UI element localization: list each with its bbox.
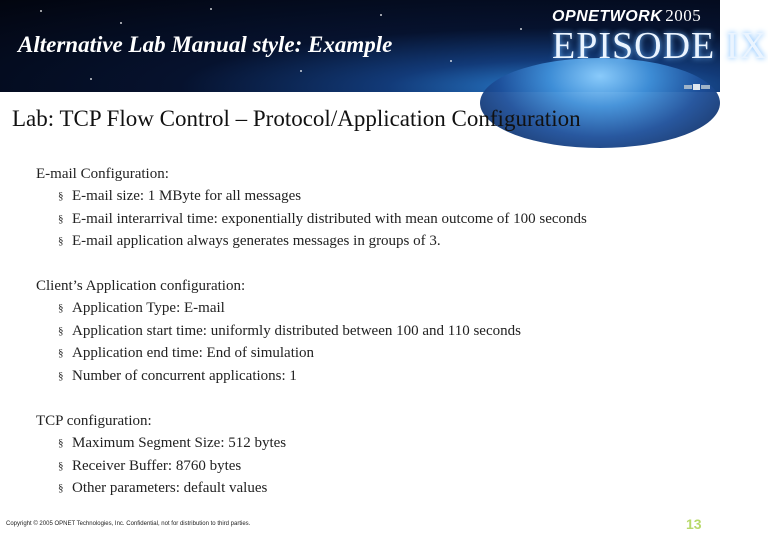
list-item — [58, 297, 706, 320]
bullet-list — [36, 297, 706, 387]
list-item-text: E-mail interarrival time: exponentially distributed with mean outcome of 100 seconds — [72, 210, 587, 227]
list-item-text: Other parameters: default values — [72, 480, 268, 496]
header-banner — [0, 0, 768, 92]
satellite-icon — [684, 82, 710, 92]
list-item — [58, 455, 706, 478]
list-item-text: Receiver Buffer: 8760 bytes — [72, 457, 242, 474]
bullet-list — [36, 185, 706, 253]
planet-graphic — [480, 58, 720, 148]
bullet-icon: § — [58, 482, 64, 494]
bullet-icon: § — [58, 190, 64, 202]
list-item — [58, 477, 706, 500]
bullet-icon: § — [58, 369, 64, 382]
list-item-text: Application end time: End of simulation — [72, 345, 315, 361]
list-item — [58, 208, 706, 231]
list-item-text: Number of concurrent applications: 1 — [72, 367, 297, 384]
list-item — [58, 342, 706, 365]
list-item-text: Application start time: uniformly distributed between 100 and 110 seconds — [72, 322, 521, 339]
bullet-icon: § — [58, 324, 64, 337]
bullet-icon: § — [58, 437, 64, 449]
list-item — [58, 185, 706, 208]
list-item — [58, 230, 706, 253]
bullet-icon: § — [58, 235, 64, 247]
slide-title: Alternative Lab Manual style: Example — [18, 32, 393, 57]
section-heading: Client’s Application configuration: — [36, 278, 246, 294]
brand-name: OPNETWORK — [552, 8, 663, 25]
bullet-icon: § — [58, 347, 64, 359]
email-config-section — [36, 163, 706, 253]
bullet-icon: § — [58, 459, 64, 472]
bullet-list — [36, 432, 706, 500]
list-item-text: Application Type: E-mail — [72, 300, 225, 316]
bullet-icon: § — [58, 212, 64, 225]
slide-subtitle: Lab: TCP Flow Control – Protocol/Application Configuration — [12, 106, 581, 131]
section-heading: E-mail Configuration: — [36, 166, 169, 182]
brand-year: 2005 — [665, 6, 702, 25]
list-item-text: Maximum Segment Size: 512 bytes — [72, 435, 287, 451]
list-item-text: E-mail size: 1 MByte for all messages — [72, 188, 302, 204]
list-item — [58, 365, 706, 388]
client-app-config-section — [36, 275, 706, 387]
list-item — [58, 320, 706, 343]
list-item — [58, 432, 706, 455]
tcp-config-section — [36, 410, 706, 500]
page-number: 13 — [686, 516, 702, 532]
list-item-text: E-mail application always generates messages in groups of 3. — [72, 233, 441, 249]
episode-logo: EPISODE IX — [552, 25, 768, 67]
bullet-icon: § — [58, 302, 64, 314]
copyright-footer: Copyright © 2005 OPNET Technologies, Inc. Confidential, not for distribution to third parties. — [6, 521, 251, 527]
section-heading: TCP configuration: — [36, 413, 152, 429]
brand-logo — [552, 6, 701, 26]
